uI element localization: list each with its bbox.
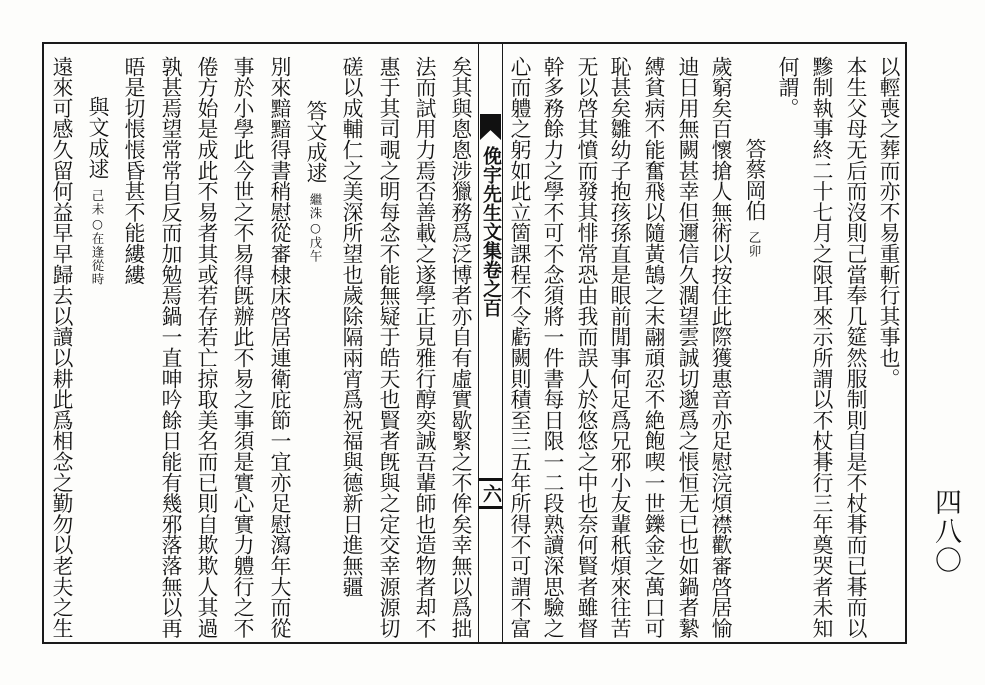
text-column: 幹多務餘力之學不可不念須將一件書每日限一二段熟讀深思驗之 (540, 56, 564, 639)
fish-tail-mark (480, 114, 501, 140)
text-column: 无以啓其憤而發其悱常恐由我而誤人於悠悠之中也奈何賢者雖督 (574, 56, 598, 639)
text-column: 恥甚矣雛幼子抱孩孫直是眼前閒事何足爲兄邪小友輩秖煩來往苦 (607, 56, 631, 639)
letter-title: 與文成逑 (85, 96, 109, 180)
text-column: 遠來可感久留何益早早歸去以讀以耕此爲相念之勤勿以老夫之生 (49, 56, 73, 639)
text-column: 倦方始是成此不易者其或若存若亡掠取美名而已則自欺欺人其過 (194, 56, 218, 639)
text-column: 心而軆之躬如此立箇課程不令虧闕則積至三五年所得不可謂不富 (507, 56, 531, 639)
letter-heading-column (742, 56, 766, 640)
letter-title: 答文成逑 (303, 100, 327, 184)
letter-title: 答蔡岡伯 (742, 138, 766, 222)
leaf-number: 六 (479, 478, 502, 509)
text-column: 以輕喪之葬而亦不易重斬行其事也。 (876, 56, 900, 389)
book-title: 俛宇先生文集卷之百 (480, 146, 502, 317)
text-column: 何謂。 (775, 56, 799, 119)
letter-heading-column (85, 56, 109, 640)
text-column: 別來黯黯得書稍慰從審棣床啓居連衛庇節一宜亦足慰瀉年大而從 (267, 56, 291, 639)
center-fold-column (479, 42, 502, 642)
text-column: 晤是切悵悵昏甚不能縷縷 (121, 56, 145, 285)
letter-date-note: 繼洙○戊午 (308, 193, 323, 264)
text-column: 本生父母无后而沒則己當奉几筵然服制則自是不杖朞而已朞而以 (843, 56, 867, 639)
text-column: 矣其與悤悤涉獵務爲泛博者亦自有虛實歇緊之不侔矣幸無以爲拙 (448, 56, 472, 639)
text-column: 歲窮矣百懷搶人無術以按住此際獲惠音亦足慰浣煩襟歡審啓居愉 (708, 56, 732, 639)
text-column: 縛貧病不能奮飛以隨黃鵠之末翮頑忍不絶飽喫一世鑠金之萬口可 (641, 56, 665, 639)
letter-date-note: 乙卯 (747, 231, 762, 259)
text-column: 黲制執事終二十七月之限耳來示所謂以不杖朞行三年奠哭者未知 (809, 56, 833, 639)
text-column: 惠于其司覗之明每念不能無疑于皓天也賢者旣與之定交幸源源切 (376, 56, 400, 639)
text-column: 磋以成輔仁之美深所望也歲除隔兩宵爲祝福與德新日進無疆 (339, 56, 363, 597)
text-column: 事於小學此今世之不易得旣辦此不易之事須是實心實力軆行之不 (230, 56, 254, 639)
center-fold-line-right (502, 42, 503, 642)
letter-date-note: 己未○在逢從時 (90, 189, 105, 287)
page-number: 四八〇 (930, 488, 961, 575)
text-column: 迪日用無闕甚幸但邇信久濶望雲誠切邈爲之悵恒无已也如鍋者縶 (675, 56, 699, 639)
text-column: 孰甚焉望常常自反而加勉焉鍋一直呻吟餘日能有幾邪落落無以再 (158, 56, 182, 639)
text-column: 法而試用力焉否善載之遂學正見雅行醇奕誠吾輩師也造物者却不 (412, 56, 436, 639)
letter-heading-column (303, 56, 327, 640)
